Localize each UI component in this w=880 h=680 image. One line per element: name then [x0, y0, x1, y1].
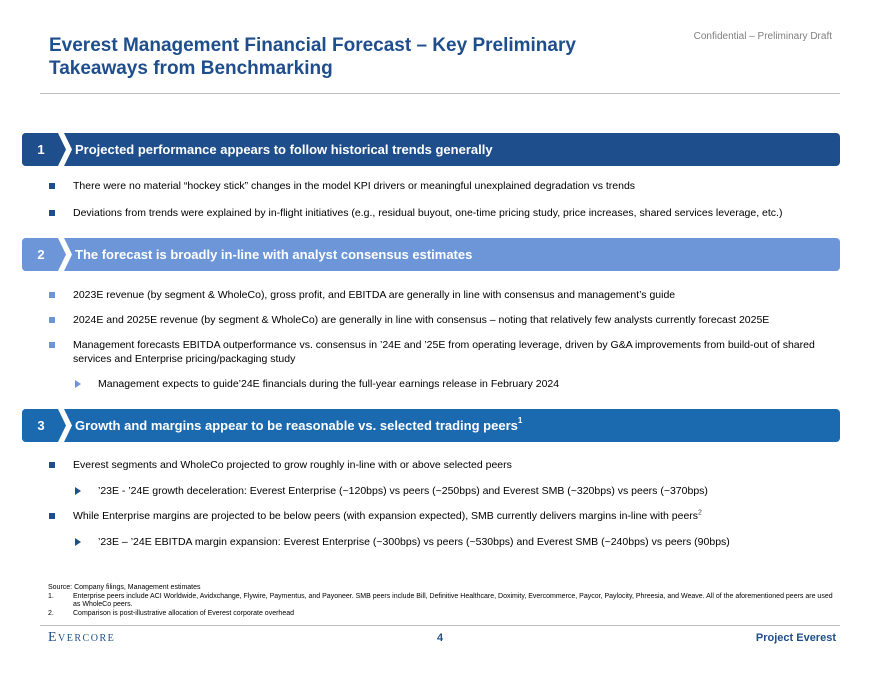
bullet-text: Deviations from trends were explained by in-flight initiatives (e.g., residual buyout, one-time pricing study, price increases, shared services leverage, etc.) [73, 207, 783, 219]
chevron-icon [58, 409, 72, 442]
bullet-text: Everest segments and WholeCo projected to grow roughly in-line with or above selected peers [73, 459, 512, 471]
square-bullet-icon [49, 210, 55, 216]
evercore-logo: Evercore [48, 630, 116, 645]
chevron-icon [58, 133, 72, 166]
section-1-banner [22, 133, 840, 166]
section-2-number: 2 [22, 238, 60, 271]
footer-divider [40, 625, 840, 626]
chevron-icon [58, 238, 72, 271]
confidential-label: Confidential – Preliminary Draft [693, 31, 832, 42]
footnote-number: 2. [48, 609, 54, 617]
bullet-text: 2024E and 2025E revenue (by segment & WholeCo) are generally in line with consensus – noting that relatively few analysts currently forecast 2025E [73, 314, 770, 326]
footnote-text: Comparison is post-illustrative allocation of Everest corporate overhead [73, 609, 294, 617]
square-bullet-icon [49, 292, 55, 298]
section-1-heading: Projected performance appears to follow historical trends generally [75, 142, 493, 157]
page-number: 4 [436, 632, 444, 644]
title-divider [40, 93, 840, 94]
project-name: Project Everest [755, 632, 836, 644]
bullet-text [73, 509, 829, 523]
footnote-ref: 2 [698, 509, 702, 517]
triangle-bullet-icon [75, 380, 81, 388]
section-3-heading [75, 409, 522, 442]
section-3-heading-text: Growth and margins appear to be reasonable vs. selected trading peers [75, 418, 518, 433]
source-note: Source: Company filings, Management estimates [48, 584, 201, 591]
footnote-ref: 1 [517, 415, 523, 425]
triangle-bullet-icon [75, 487, 81, 495]
section-3-number: 3 [22, 409, 60, 442]
bullet-text: 2023E revenue (by segment & WholeCo), gross profit, and EBITDA are generally in line with consensus and management’s guide [73, 289, 676, 301]
bullet-text-main: While Enterprise margins are projected to be below peers (with expansion expected), SMB currently delivers margins in-line with peers [73, 510, 699, 522]
list-item [49, 338, 829, 366]
sub-bullet-text: Management expects to guide’24E financials during the full-year earnings release in February 2024 [98, 378, 560, 390]
bullet-text: Management forecasts EBITDA outperformance vs. consensus in ’24E and ’25E from operating leverage, driven by G&A improvements from build-out of shared services and Enterprise pricing/packaging study [73, 339, 815, 365]
footnotes [48, 584, 838, 618]
section-1-number: 1 [22, 133, 60, 166]
square-bullet-icon [49, 342, 55, 348]
square-bullet-icon [49, 183, 55, 189]
section-2-banner [22, 238, 840, 271]
square-bullet-icon [49, 513, 55, 519]
footnote-2 [48, 610, 838, 619]
triangle-bullet-icon [75, 538, 81, 546]
sub-bullet-text: ’23E - ’24E growth deceleration: Everest Enterprise (~120bps) vs peers (~250bps) and Everest SMB (~320bps) vs peers (~370bps) [98, 485, 708, 497]
section-3-banner [22, 409, 840, 442]
footnote-number: 1. [48, 592, 54, 600]
square-bullet-icon [49, 462, 55, 468]
square-bullet-icon [49, 317, 55, 323]
footnote-text: Enterprise peers include ACI Worldwide, Avidxchange, Flywire, Paymentus, and Payoneer. SMB peers include Bill, Definitive Healthcare, Doximity, Evercommerce, Paycor, Paylocity, Phreesia, and Weave. All of the aforementioned peers are used as WholeCo peers. [73, 592, 833, 608]
bullet-text: There were no material “hockey stick” changes in the model KPI drivers or meaningful unexplained degradation vs trends [73, 180, 636, 192]
section-2-heading: The forecast is broadly in-line with analyst consensus estimates [75, 247, 473, 262]
sub-bullet-text: ’23E – ’24E EBITDA margin expansion: Everest Enterprise (~300bps) vs peers (~530bps) and Everest SMB (~240bps) vs peers (90bps) [98, 536, 730, 548]
page-title: Everest Management Financial Forecast – Key Preliminary Takeaways from Benchmarking [49, 35, 576, 79]
footnote-1 [48, 593, 838, 610]
